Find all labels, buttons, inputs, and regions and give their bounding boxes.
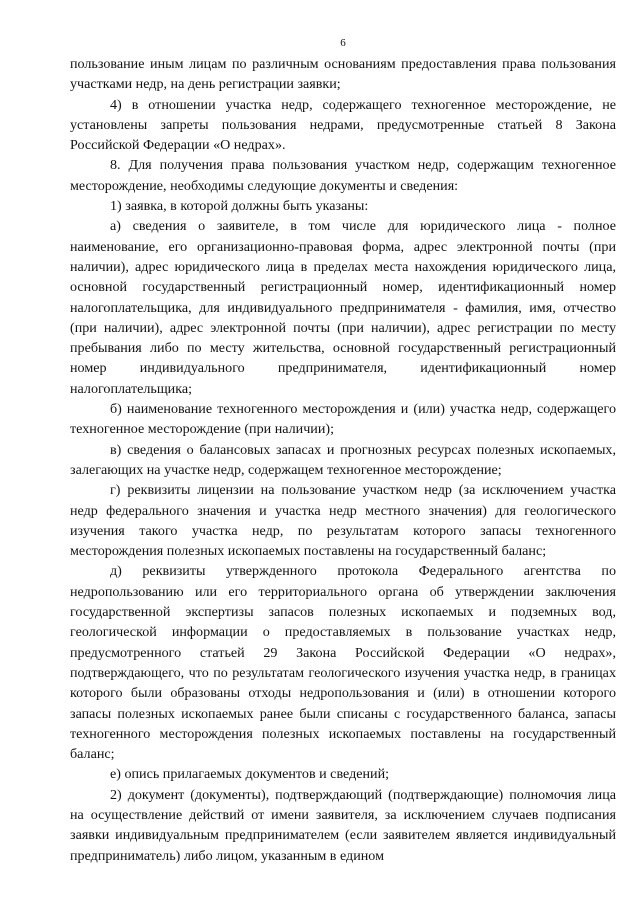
paragraph-subitem-b: б) наименование техногенного месторождения и (или) участка недр, содержащего техногенное месторождение (при наличии); xyxy=(70,401,616,438)
paragraph-subitem-v: в) сведения о балансовых запасах и прогнозных ресурсах полезных ископаемых, залегающих на участке недр, содержащем техногенное месторождение; xyxy=(70,441,616,478)
paragraph-item-2: 2) документ (документы), подтверждающий (подтверждающие) полномочия лица на осуществление действий от имени заявителя, за исключением случаев подписания заявки индивидуальным предпринимателем (если заявителем является индивидуальный предприниматель) либо лицом, указанным в едином xyxy=(70,786,616,864)
paragraph-subitem-g: г) реквизиты лицензии на пользование участком недр (за исключением участка недр федерального значения и участка недр местного значения) для геологического изучения такого участка недр, по результатам которого запасы техногенного месторождения полезных ископаемых поставлены на государственный баланс; xyxy=(70,482,616,560)
paragraph-item-4: 4) в отношении участка недр, содержащего техногенное месторождение, не установлены запреты пользования недрами, предусмотренные статьей 8 Закона Российской Федерации «О недрах». xyxy=(70,96,616,154)
paragraph-subitem-e: е) опись прилагаемых документов и сведений; xyxy=(110,766,390,783)
paragraph-item-1: 1) заявка, в которой должны быть указаны: xyxy=(110,198,369,215)
paragraph-subitem-d: д) реквизиты утвержденного протокола Федерального агентства по недропользованию или его территориального органа об утверждении заключения государственной экспертизы запасов полезных ископаемых и подземных вод, геологической информации о предоставляемых в пользование участках недр, предусмотренного статьей 29 Закона Российской Федерации «О недрах», подтверждающего, что по результатам геологического изучения участка недр, в границах которого были образованы отходы недропользования и (или) в отношении которого запасы полезных ископаемых ранее были списаны с государственного баланса, запасы техногенного месторождения полезных ископаемых поставлены на государственный баланс; xyxy=(70,563,616,763)
paragraph-continuation: пользование иным лицам по различным основаниям предоставления права пользования участками недр, на день регистрации заявки; xyxy=(70,56,616,93)
paragraph-clause-8: 8. Для получения права пользования участком недр, содержащим техногенное месторождение, необходимы следующие документы и сведения: xyxy=(70,157,616,194)
paragraph-subitem-a: а) сведения о заявителе, в том числе для юридического лица - полное наименование, его организационно-правовая форма, адрес электронной почты (при наличии), адрес юридического лица в пределах места нахождения юридического лица, основной государственный регистрационный номер, идентификационный номер налогоплательщика, для индивидуального предпринимателя - фамилия, имя, отчество (при наличии), адрес электронной почты (при наличии), адрес регистрации по месту пребывания либо по месту жительства, основной государственный регистрационный номер индивидуального предпринимателя, идентификационный номер налогоплательщика; xyxy=(70,218,616,397)
page-number: 6 xyxy=(340,37,346,49)
